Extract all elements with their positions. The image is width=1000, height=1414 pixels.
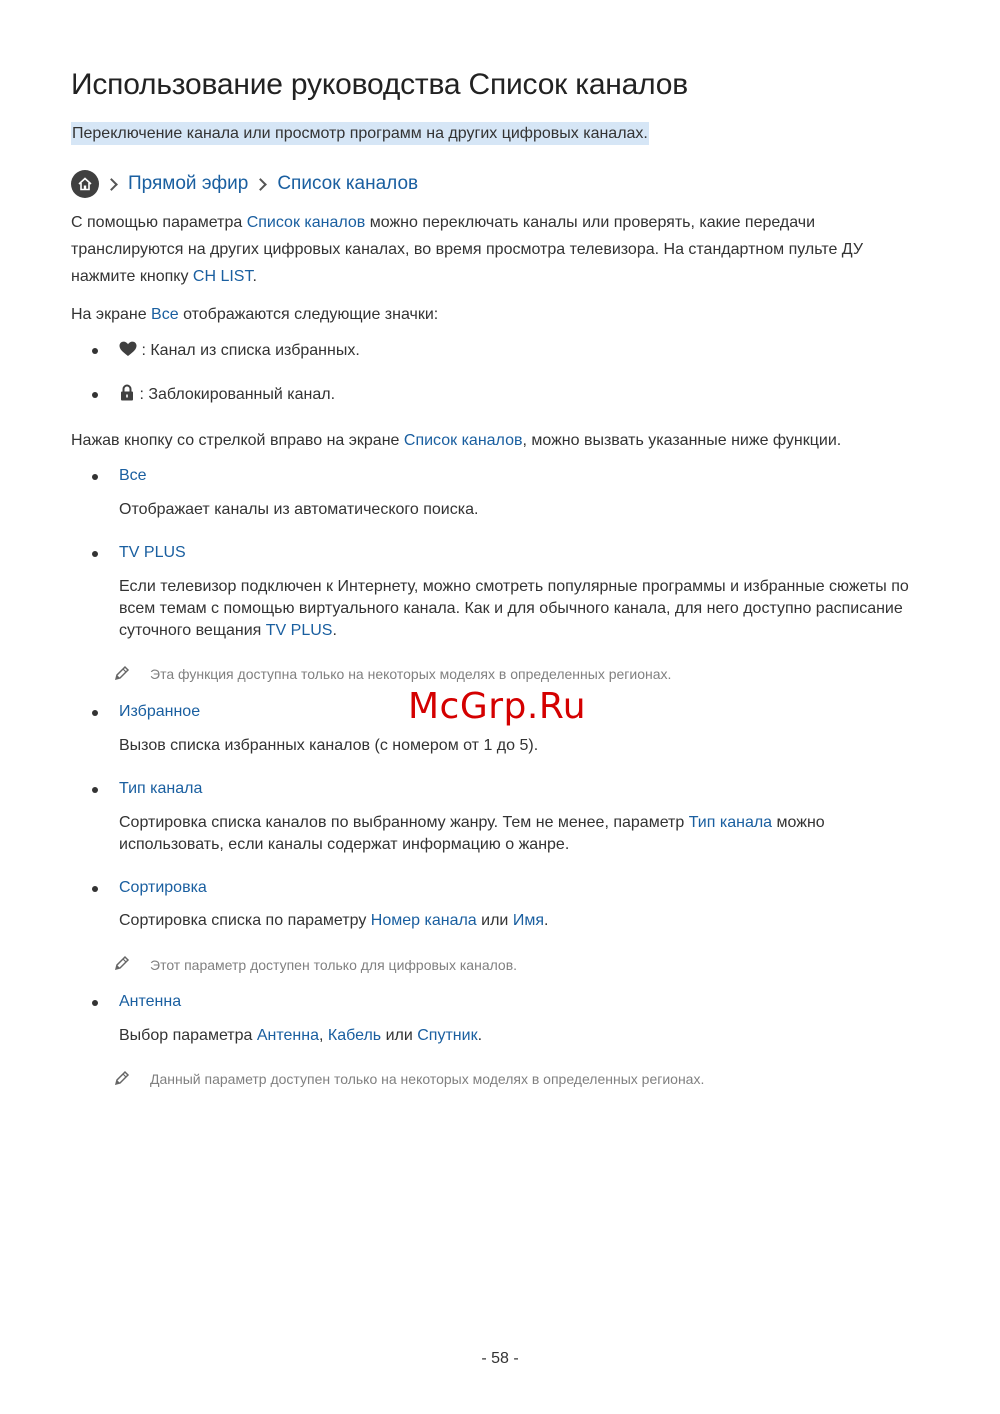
home-glyph-icon: [77, 176, 93, 192]
icon-list-item-lock: : Заблокированный канал.: [119, 384, 335, 406]
keyword-channel-type: Тип канала: [688, 814, 773, 831]
note-tvplus: Эта функция доступна только на некоторых моделях в определенных регионах.: [150, 666, 672, 682]
pencil-icon: [113, 664, 131, 682]
item-title-channel-type: Тип канала: [119, 780, 203, 797]
icon-list-item-heart: : Канал из списка избранных.: [119, 340, 360, 362]
item-title-tvplus: TV PLUS: [119, 544, 186, 561]
bullet: [92, 886, 98, 892]
intro-paragraph: С помощью параметра Список каналов можно переключать каналы или проверять, какие передачи транслируются на других цифровых каналах, во время просмотра телевизора. На стандартном пульте ДУ нажмите кнопку CH LIST.: [71, 214, 863, 285]
note-sort: Этот параметр доступен только для цифровых каналов.: [150, 957, 518, 973]
chevron-right-icon: [254, 178, 267, 191]
home-icon[interactable]: [71, 170, 99, 198]
pencil-icon: [113, 954, 131, 972]
page-title: Использование руководства Список каналов: [71, 68, 689, 101]
item-desc-channel-type: Сортировка списка каналов по выбранному жанру. Тем не менее, параметр Тип канала можно использовать, если каналы содержат информацию о жанре.: [119, 814, 825, 853]
bullet: [92, 348, 98, 354]
page-number: - 58 -: [481, 1350, 519, 1367]
keyword-channel-list: Список каналов: [403, 432, 523, 449]
bullet: [92, 392, 98, 398]
item-title-antenna: Антенна: [119, 993, 182, 1010]
pencil-icon: [113, 1069, 131, 1087]
item-desc-sort: Сортировка списка по параметру Номер канала или Имя.: [119, 912, 549, 929]
keyword-tvplus: TV PLUS: [265, 622, 333, 639]
item-title-favorites: Избранное: [119, 703, 201, 720]
keyword-channel-number: Номер канала: [370, 912, 477, 929]
keyword-all: Все: [151, 306, 179, 323]
keyword-ch-list: CH LIST: [192, 268, 253, 285]
breadcrumb-item-live-tv[interactable]: Прямой эфир: [128, 173, 249, 194]
watermark: McGrp.Ru: [408, 686, 587, 727]
bullet: [92, 1000, 98, 1006]
icons-intro-paragraph: На экране Все отображаются следующие значки:: [71, 306, 439, 323]
keyword-satellite: Спутник: [417, 1027, 478, 1044]
bullet: [92, 551, 98, 557]
note-antenna: Данный параметр доступен только на некоторых моделях в определенных регионах.: [150, 1071, 705, 1087]
breadcrumb: [71, 170, 418, 198]
keyword-cable: Кабель: [327, 1027, 382, 1044]
item-desc-antenna: Выбор параметра Антенна, Кабель или Спутник.: [119, 1027, 483, 1044]
item-title-all: Все: [119, 467, 147, 484]
chevron-right-icon: [105, 178, 118, 191]
keyword-channel-list: Список каналов: [246, 214, 366, 231]
bullet: [92, 710, 98, 716]
breadcrumb-item-channel-list[interactable]: Список каналов: [277, 173, 419, 194]
keyword-name: Имя: [512, 912, 544, 929]
lock-icon: [119, 384, 135, 401]
item-desc-favorites: Вызов списка избранных каналов (с номером от 1 до 5).: [119, 737, 539, 754]
functions-intro-paragraph: Нажав кнопку со стрелкой вправо на экране Список каналов, можно вызвать указанные ниже функции.: [71, 432, 842, 449]
keyword-antenna: Антенна: [256, 1027, 319, 1044]
item-desc-tvplus: Если телевизор подключен к Интернету, можно смотреть популярные программы и избранные сюжеты по всем темам с помощью виртуального канала. Как и для обычного канала, для него доступно расписание суточного вещания TV PLUS.: [119, 578, 909, 639]
page-subtitle: Переключение канала или просмотр программ на других цифровых каналах.: [71, 122, 649, 145]
bullet: [92, 787, 98, 793]
bullet: [92, 474, 98, 480]
heart-icon: [119, 341, 137, 357]
item-desc-all: Отображает каналы из автоматического поиска.: [119, 501, 479, 518]
item-title-sort: Сортировка: [119, 879, 207, 896]
